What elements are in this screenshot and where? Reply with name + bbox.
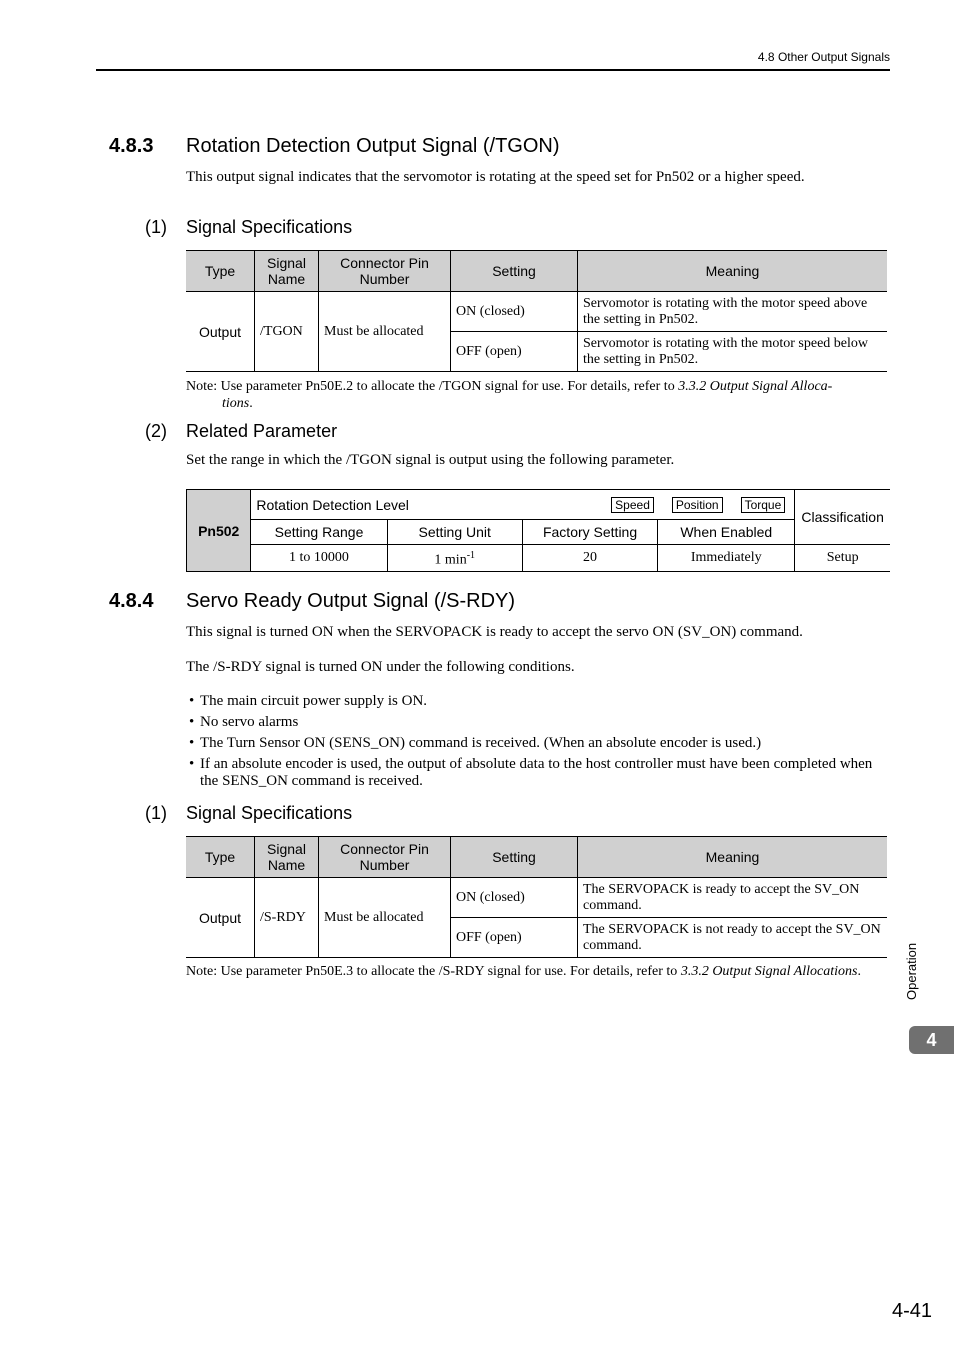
chapter-tab: 4 [909,1026,954,1054]
section-intro: This output signal indicates that the servomotor is rotating at the speed set for Pn502 or a higher speed. [186,169,805,185]
cell-setting: ON (closed) [451,292,578,332]
subsection-heading [145,217,352,238]
signal-spec-table [186,250,887,372]
unit-text: 1 min [434,552,467,568]
subsection-title: Signal Specifications [186,217,353,237]
header-setting-range: Setting Range [251,520,387,545]
conditions-list [189,693,890,794]
page-number: 4-41 [892,1300,933,1322]
cell-meaning: The SERVOPACK is not ready to accept the SV_ON command. [578,918,888,958]
note-reference-cont: tions [222,396,250,411]
col-connector: Connector Pin Number [319,837,451,878]
note-end: . [857,964,862,979]
col-setting: Setting [451,251,578,292]
note-text: Use parameter Pn50E.3 to allocate the /S-RDY signal for use. For details, refer to [220,964,681,979]
cell-meaning: The SERVOPACK is ready to accept the SV_ON command. [578,878,888,918]
cell-setting: OFF (open) [451,918,578,958]
cell-meaning: Servomotor is rotating with the motor speed above the setting in Pn502. [578,292,888,332]
list-item: • If an absolute encoder is used, the output of absolute data to the host controller must have been completed when the SENS_ON command is received. [189,756,890,790]
param-intro: Set the range in which the /TGON signal is output using the following parameter. [186,452,675,468]
list-item: • No servo alarms [189,714,890,731]
value-setting-unit [387,545,522,572]
cell-connector: Must be allocated [319,292,451,372]
cell-type: Output [186,292,255,372]
value-factory-setting: 20 [522,545,657,572]
running-header: 4.8 Other Output Signals [757,50,890,64]
cell-meaning: Servomotor is rotating with the motor speed below the setting in Pn502. [578,332,888,372]
subsection-number: (2) [145,421,167,441]
table-note [186,378,886,412]
col-type: Type [186,837,255,878]
cell-setting: OFF (open) [451,332,578,372]
subsection-title: Signal Specifications [186,803,353,823]
col-setting: Setting [451,837,578,878]
col-signal-name: Signal Name [255,251,319,292]
note-reference: 3.3.2 Output Signal Alloca- [678,379,833,394]
note-reference: 3.3.2 Output Signal Allocations [680,964,858,979]
signal-spec-table [186,836,887,958]
table-note [186,963,891,980]
note-prefix: Note: [186,379,218,394]
note-end: . [249,396,253,411]
cell-signal: /S-RDY [255,878,319,958]
parameter-table [186,489,890,572]
section-title: Rotation Detection Output Signal (/TGON) [186,135,560,157]
unit-exponent: -1 [466,549,476,561]
subsection-number: (1) [145,217,167,237]
header-factory-setting: Factory Setting [522,520,657,545]
subsection-title: Related Parameter [186,421,338,441]
cell-signal: /TGON [255,292,319,372]
list-item: • The Turn Sensor ON (SENS_ON) command is received. (When an absolute encoder is used.) [189,735,890,752]
subsection-heading [145,421,337,442]
value-classification: Setup [795,545,890,572]
section-title: Servo Ready Output Signal (/S-RDY) [186,590,516,612]
subsection-heading [145,803,352,824]
col-signal-name: Signal Name [255,837,319,878]
tag-speed: Speed [611,497,654,513]
col-meaning: Meaning [578,251,888,292]
value-when-enabled: Immediately [658,545,795,572]
col-meaning: Meaning [578,837,888,878]
cell-connector: Must be allocated [319,878,451,958]
col-connector: Connector Pin Number [319,251,451,292]
param-name-cell [251,490,795,520]
value-setting-range: 1 to 10000 [251,545,387,572]
tag-position: Position [672,497,723,513]
col-type: Type [186,251,255,292]
subsection-number: (1) [145,803,167,823]
section-number: 4.8.4 [109,590,154,612]
classification-label: Classification [795,490,890,545]
header-rule [96,69,890,71]
param-number: Pn502 [187,490,251,572]
list-item: • The main circuit power supply is ON. [189,693,890,710]
section-number: 4.8.3 [109,135,154,157]
note-prefix: Note: [186,964,218,979]
conditions-intro: The /S-RDY signal is turned ON under the following conditions. [186,659,575,675]
cell-type: Output [186,878,255,958]
chapter-side-label: Operation [904,942,919,1000]
tag-torque: Torque [741,497,786,513]
param-name: Rotation Detection Level [256,496,409,513]
section-intro: This signal is turned ON when the SERVOPACK is ready to accept the servo ON (SV_ON) command. [186,624,803,640]
header-when-enabled: When Enabled [658,520,795,545]
note-text: Use parameter Pn50E.2 to allocate the /TGON signal for use. For details, refer to [220,379,679,394]
cell-setting: ON (closed) [451,878,578,918]
header-setting-unit: Setting Unit [387,520,522,545]
